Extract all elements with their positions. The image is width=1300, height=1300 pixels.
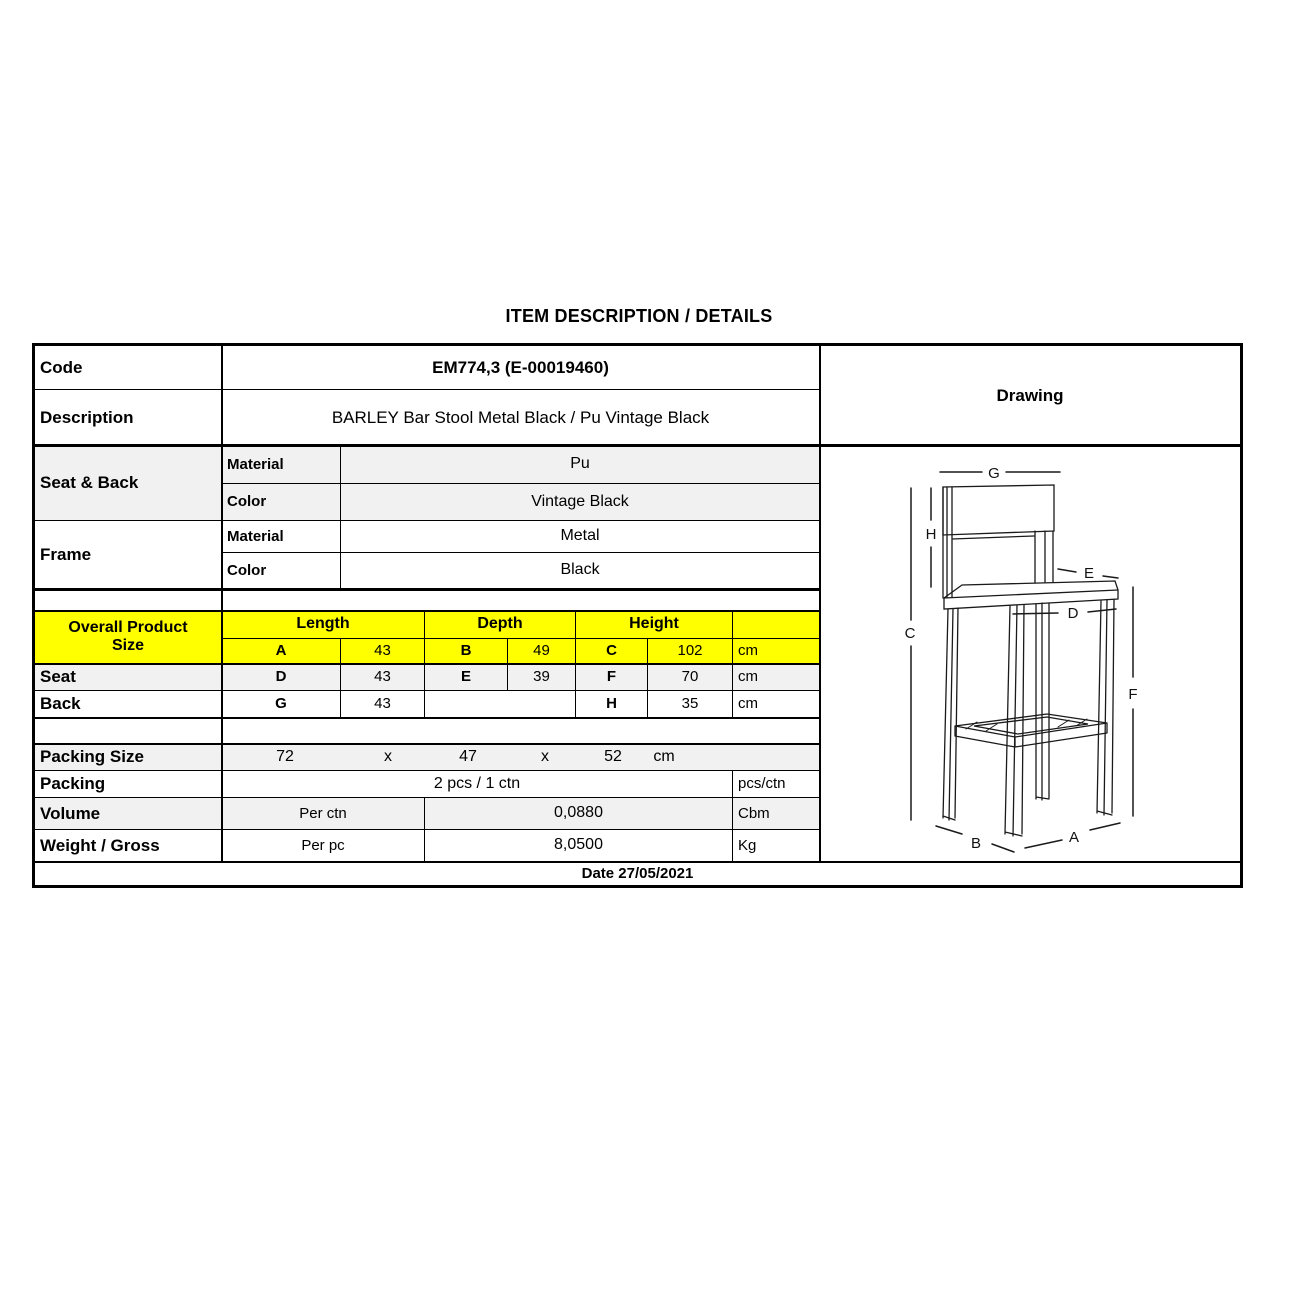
back-height-value: 35	[648, 691, 733, 718]
overall-height-value: 102	[648, 639, 733, 664]
drawing-panel	[820, 446, 1240, 862]
frame-material-label: Material	[222, 521, 341, 553]
weight-per: Per pc	[222, 830, 425, 862]
dim-label-g: G	[988, 465, 1000, 482]
seat-row-label: Seat	[35, 664, 222, 691]
weight-unit: Kg	[733, 830, 820, 862]
size-header-height: Height	[576, 611, 733, 639]
frame-color-value: Black	[341, 553, 820, 589]
frame-color-label: Color	[222, 553, 341, 589]
volume-per: Per ctn	[222, 798, 425, 830]
overall-length-key: A	[222, 639, 341, 664]
seat-back-material-value: Pu	[341, 446, 820, 484]
size-header-unit-blank	[733, 611, 820, 639]
dim-label-c: C	[904, 625, 916, 642]
frame-material-value: Metal	[341, 521, 820, 553]
description-label: Description	[35, 390, 222, 446]
seat-back-color-label: Color	[222, 484, 341, 521]
packing-size-label: Packing Size	[35, 744, 222, 771]
volume-value: 0,0880	[425, 798, 733, 830]
back-length-key: G	[222, 691, 341, 718]
date-row: Date 27/05/2021	[581, 864, 694, 882]
packing-size-x2: x	[541, 747, 549, 765]
weight-value: 8,0500	[425, 830, 733, 862]
overall-size-label-line2: Size	[111, 636, 144, 654]
divider	[35, 743, 820, 746]
dim-label-a: A	[1068, 829, 1080, 846]
packing-size-n3: 52	[604, 747, 622, 765]
size-header-length: Length	[222, 611, 425, 639]
overall-unit: cm	[733, 639, 820, 664]
overall-size-label	[35, 611, 222, 664]
code-label: Code	[35, 346, 222, 390]
packing-unit: pcs/ctn	[733, 771, 820, 798]
seat-depth-key: E	[425, 664, 508, 691]
packing-size-x1: x	[384, 747, 392, 765]
divider	[35, 588, 820, 591]
packing-value: 2 pcs / 1 ctn	[222, 771, 733, 798]
back-depth-empty	[425, 691, 576, 718]
seat-depth-value: 39	[508, 664, 576, 691]
description-value: BARLEY Bar Stool Metal Black / Pu Vintage Black	[222, 390, 820, 446]
packing-label: Packing	[35, 771, 222, 798]
seat-length-key: D	[222, 664, 341, 691]
size-header-depth: Depth	[425, 611, 576, 639]
volume-label: Volume	[35, 798, 222, 830]
packing-size-values	[222, 744, 820, 771]
divider	[35, 717, 820, 720]
divider	[35, 610, 820, 613]
divider	[819, 346, 821, 862]
packing-size-n1: 72	[276, 747, 294, 765]
volume-unit: Cbm	[733, 798, 820, 830]
seat-length-value: 43	[341, 664, 425, 691]
spacer-row	[35, 718, 820, 744]
weight-label: Weight / Gross	[35, 830, 222, 862]
spacer-row	[35, 589, 820, 610]
back-height-key: H	[576, 691, 648, 718]
overall-depth-key: B	[425, 639, 508, 664]
dim-label-f: F	[1128, 686, 1138, 703]
seat-unit: cm	[733, 664, 820, 691]
frame-label: Frame	[35, 521, 222, 589]
divider	[35, 663, 820, 666]
overall-height-key: C	[576, 639, 648, 664]
seat-height-value: 70	[648, 664, 733, 691]
packing-size-unit: cm	[653, 747, 675, 765]
dim-label-d: D	[1067, 605, 1079, 622]
dim-label-h: H	[925, 526, 937, 543]
dim-label-b: B	[970, 835, 982, 852]
back-unit: cm	[733, 691, 820, 718]
seat-back-material-label: Material	[222, 446, 341, 484]
divider	[221, 346, 223, 862]
back-row-label: Back	[35, 691, 222, 718]
divider	[35, 444, 1240, 447]
packing-size-n2: 47	[459, 747, 477, 765]
overall-length-value: 43	[341, 639, 425, 664]
back-length-value: 43	[341, 691, 425, 718]
seat-back-color-value: Vintage Black	[341, 484, 820, 521]
page-title: ITEM DESCRIPTION / DETAILS	[505, 306, 773, 326]
drawing-header: Drawing	[996, 386, 1064, 406]
divider	[35, 861, 1240, 864]
code-value: EM774,3 (E-00019460)	[222, 346, 820, 390]
stool-drawing-svg	[820, 446, 1240, 862]
dim-label-e: E	[1083, 565, 1095, 582]
overall-depth-value: 49	[508, 639, 576, 664]
seat-height-key: F	[576, 664, 648, 691]
spec-table	[32, 343, 1243, 888]
overall-size-label-line1: Overall Product	[68, 618, 188, 636]
seat-back-label: Seat & Back	[35, 446, 222, 521]
